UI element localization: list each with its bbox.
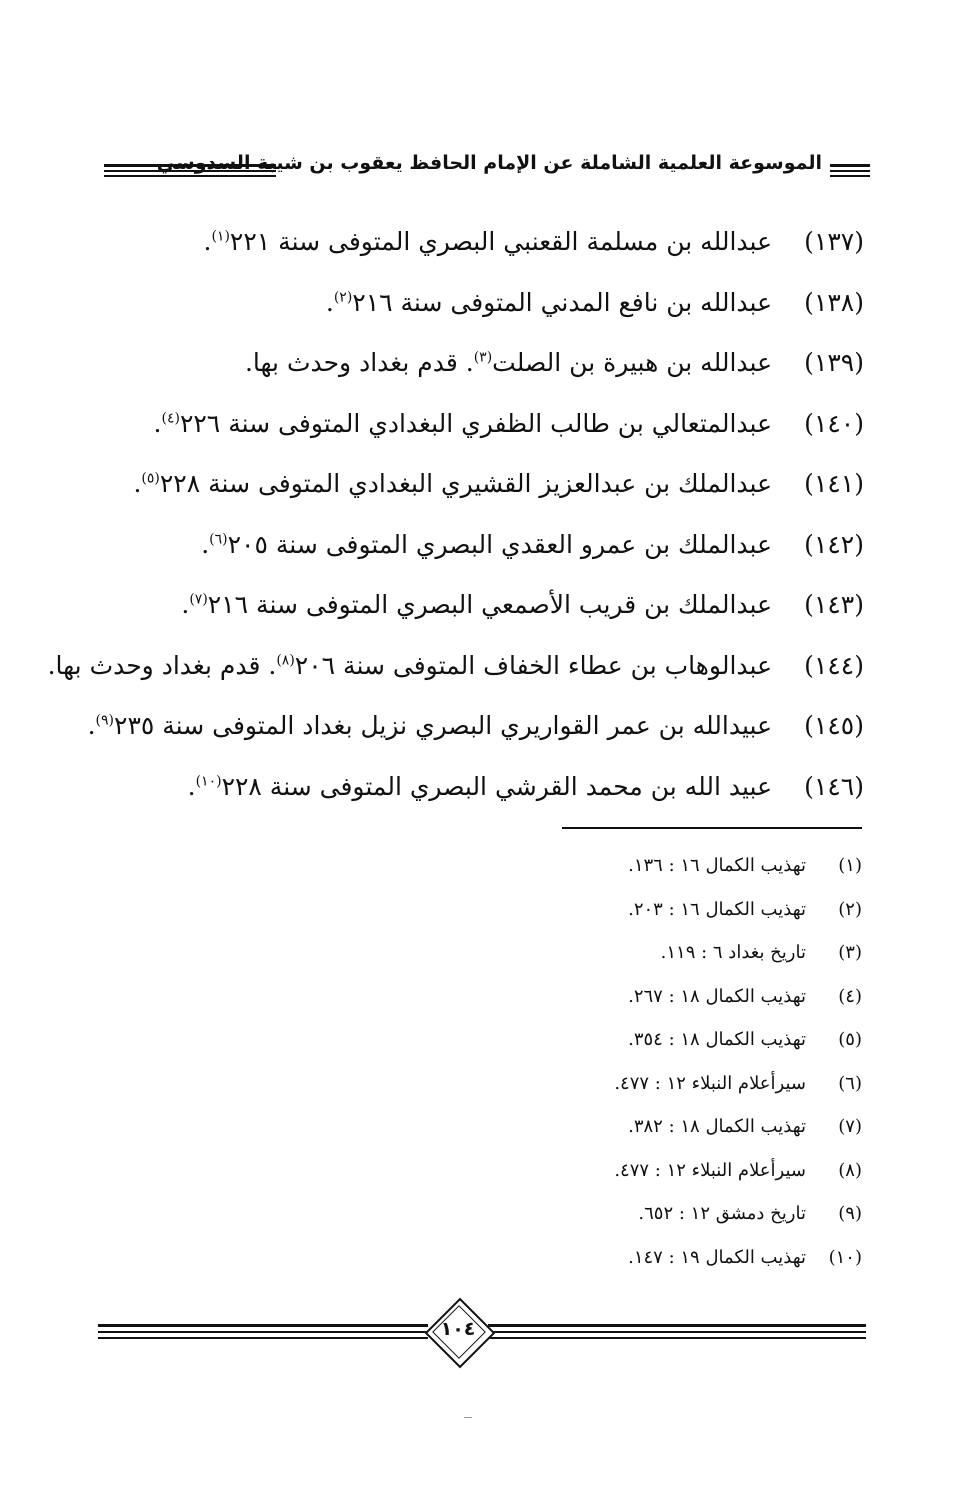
footnote-number: (٢) — [838, 898, 862, 920]
footnote-text: تهذيب الكمال ١٨ : ٣٨٢. — [628, 1116, 806, 1137]
running-header — [104, 148, 870, 188]
footnote — [462, 1109, 862, 1153]
header-rule-right — [830, 164, 870, 177]
footnote — [462, 892, 862, 936]
footnote-separator — [562, 827, 862, 829]
footnote-ref[interactable]: (٢) — [333, 289, 353, 306]
footnote — [462, 1240, 862, 1284]
entry-number: (١٤١) — [804, 469, 864, 498]
entry-text: عبيد الله بن محمد القرشي البصري المتوفى سنة ٢٢٨ — [221, 771, 772, 801]
entry-tail: . قدم بغداد وحدث بها. — [47, 650, 277, 680]
footnote-number: (١٠) — [828, 1246, 862, 1268]
footnote-number: (٤) — [838, 985, 862, 1007]
entry-number: (١٤٢) — [804, 529, 864, 559]
entry-text: عبدالله بن هبيرة بن الصلت — [492, 348, 772, 377]
footnote — [462, 1066, 862, 1110]
footnote-text: تاريخ دمشق ١٢ : ٦٥٢. — [638, 1203, 806, 1224]
list-item — [47, 644, 864, 705]
entry-number: (١٤٠) — [804, 408, 864, 438]
entry-number: (١٣٩) — [804, 348, 864, 377]
entry-text: عبدالله بن مسلمة القعنبي البصري المتوفى سنة ٢٢١ — [229, 227, 772, 256]
footnote-text: تهذيب الكمال ١٦ : ٢٠٣. — [628, 898, 806, 920]
footnote-number: (٩) — [838, 1203, 862, 1224]
list-item — [104, 402, 864, 463]
list-item — [104, 341, 864, 402]
entry-text: عبدالملك بن قريب الأصمعي البصري المتوفى سنة ٢١٦ — [207, 590, 772, 619]
footnote-text: سيرأعلام النبلاء ١٢ : ٤٧٧. — [614, 1159, 806, 1181]
footnote-number: (٧) — [838, 1116, 862, 1137]
footnote-text: تهذيب الكمال ١٨ : ٣٥٤. — [628, 1029, 806, 1050]
footnote-ref[interactable]: (٦) — [209, 531, 228, 548]
footnote — [462, 848, 862, 892]
footnote-number: (٨) — [838, 1159, 862, 1181]
footnote-ref[interactable]: (١٠) — [195, 773, 222, 790]
entry-tail: . — [181, 590, 190, 619]
entry-text: عبدالملك بن عمرو العقدي البصري المتوفى سنة ٢٠٥ — [227, 529, 772, 559]
entry-text: عبدالوهاب بن عطاء الخفاف المتوفى سنة ٢٠٦ — [294, 650, 772, 680]
footnote-number: (٦) — [838, 1072, 862, 1094]
list-item — [104, 220, 864, 281]
narrator-list — [47, 220, 864, 825]
entry-tail: . — [325, 287, 334, 317]
list-item — [87, 704, 864, 765]
footer-rule-right-3 — [488, 1337, 866, 1339]
footer-rule-left — [98, 1324, 428, 1327]
footnote-number: (٥) — [838, 1029, 862, 1050]
footnote-ref[interactable]: (٣) — [473, 349, 493, 366]
footnote-ref[interactable]: (٨) — [276, 652, 295, 669]
footnote — [462, 1153, 862, 1197]
scan-mark — [464, 1417, 472, 1418]
footnote-text: تهذيب الكمال ١٦ : ١٣٦. — [628, 855, 806, 876]
entry-number: (١٤٣) — [804, 590, 864, 619]
list-item — [104, 583, 864, 644]
entry-tail: . — [201, 529, 210, 559]
entry-tail: . قدم بغداد وحدث بها. — [244, 348, 474, 377]
footnote-number: (٣) — [838, 942, 862, 963]
entry-text: عبدالملك بن عبدالعزيز القشيري البغدادي المتوفى سنة ٢٢٨ — [159, 469, 772, 498]
footnotes — [462, 848, 862, 1283]
list-item — [104, 523, 864, 584]
footer-rule-left-3 — [98, 1337, 428, 1339]
entry-number: (١٤٦) — [804, 771, 864, 801]
footnote-text: سيرأعلام النبلاء ١٢ : ٤٧٧. — [614, 1072, 806, 1094]
entry-tail: . — [153, 408, 162, 438]
footnote-ref[interactable]: (٥) — [141, 470, 160, 487]
footnote — [462, 1022, 862, 1066]
entry-tail: . — [203, 227, 212, 256]
entry-number: (١٤٤) — [804, 650, 864, 680]
list-item — [104, 765, 864, 826]
entry-tail: . — [133, 469, 142, 498]
footer-rule-left-2 — [98, 1331, 428, 1333]
footnote-ref[interactable]: (٩) — [95, 712, 115, 729]
footnote-ref[interactable]: (١) — [211, 228, 230, 245]
page-footer — [98, 1304, 866, 1366]
entry-number: (١٤٥) — [804, 711, 864, 740]
list-item — [104, 462, 864, 523]
footnote-text: تاريخ بغداد ٦ : ١١٩. — [660, 942, 806, 963]
page-number: ١٠٤ — [440, 1318, 476, 1340]
footnote-number: (١) — [838, 855, 862, 876]
entry-tail: . — [87, 711, 96, 740]
footnote — [462, 1196, 862, 1240]
footnote-text: تهذيب الكمال ١٩ : ١٤٧. — [628, 1246, 806, 1268]
footnote-ref[interactable]: (٧) — [189, 591, 208, 608]
entry-number: (١٣٧) — [804, 227, 864, 256]
footnote-ref[interactable]: (٤) — [161, 410, 180, 427]
footnote — [462, 979, 862, 1023]
footer-rule-right-2 — [488, 1331, 866, 1333]
footer-rule-right — [488, 1324, 866, 1327]
list-item — [104, 281, 864, 342]
entry-text: عبدالمتعالي بن طالب الظفري البغدادي المتوفى سنة ٢٢٦ — [179, 408, 772, 438]
footnote — [462, 935, 862, 979]
entry-number: (١٣٨) — [804, 287, 864, 317]
entry-text: عبدالله بن نافع المدني المتوفى سنة ٢١٦ — [352, 287, 772, 317]
header-title: الموسوعة العلمية الشاملة عن الإمام الحافظ يعقوب بن شيبة السدوسي — [156, 152, 822, 174]
entry-tail: . — [187, 771, 196, 801]
entry-text: عبيدالله بن عمر القواريري البصري نزيل بغداد المتوفى سنة ٢٣٥ — [114, 711, 772, 740]
footnote-text: تهذيب الكمال ١٨ : ٢٦٧. — [628, 985, 806, 1007]
